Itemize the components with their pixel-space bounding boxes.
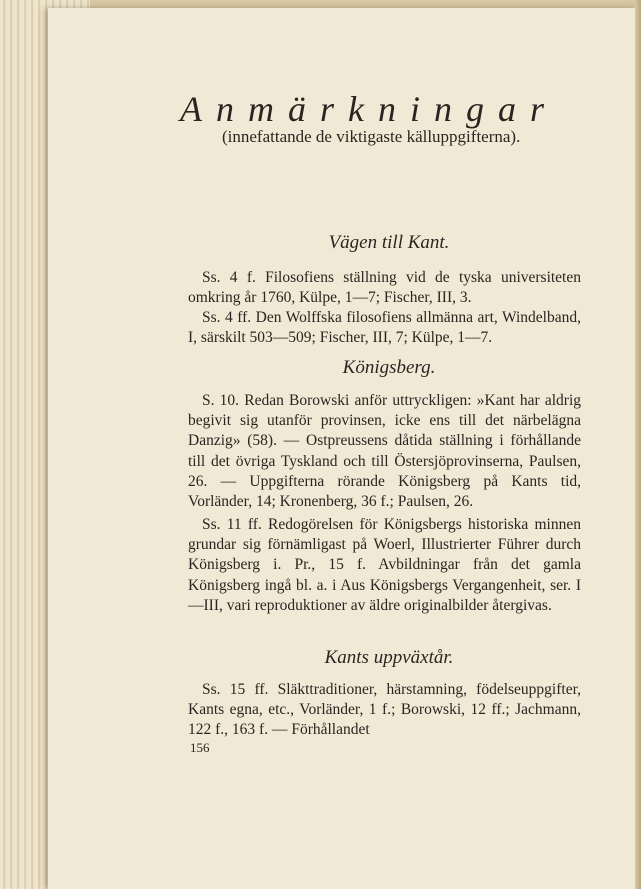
paragraph: Ss. 11 ff. Redogörelsen för Königsbergs historiska minnen grundar sig förnämligast på Woerl, Illustrierter Führer durch Königsberg i. Pr., 15 f. Avbildningar från det gamla Königsberg ingå bl. a. i Aus Königsbergs Vergangenheit, ser. I—III, vari reproduktioner av äldre originalbilder återgivas. bbox=[188, 516, 581, 614]
chapter-heading: Anmärkningar bbox=[180, 89, 558, 129]
paragraph: Ss. 4 ff. Den Wolffska filosofiens allmänna art, Windelband, I, särskilt 503—509; Fischer, III, 7; Külpe, 1—7. bbox=[188, 309, 581, 347]
page-number: 156 bbox=[190, 740, 210, 755]
paragraph: Ss. 4 f. Filosofiens ställning vid de tyska universiteten omkring år 1760, Külpe, 1—7; Fischer, III, 3. bbox=[188, 269, 581, 307]
section-title-konigsberg: Königsberg. bbox=[342, 357, 436, 378]
right-page-edge bbox=[635, 0, 641, 889]
section-title-uppvaxtar: Kants uppväxtår. bbox=[324, 647, 454, 668]
chapter-subheading: (innefattande de viktigaste källuppgifterna). bbox=[222, 127, 521, 146]
section-title-vagen: Vägen till Kant. bbox=[328, 232, 450, 253]
paragraph: Ss. 15 ff. Släkttraditioner, härstamning, födelseuppgifter, Kants egna, etc., Vorländer, 1 f.; Borowski, 12 ff.; Jachmann, 122 f., 163 f. — Förhållandet bbox=[188, 681, 581, 739]
paragraph: S. 10. Redan Borowski anför uttryckligen: »Kant har aldrig begivit sig utanför provinsen, icke ens till det närbelägna Danzig» (58). — Ostpreussens dåtida ställning i förhållande till det övriga Tyskland och till Östersjöprovinserna, Paulsen, 26. — Uppgifterna rörande Königsberg på Kants tid, Vorländer, 14; Kronenberg, 36 f.; Paulsen, 26. bbox=[188, 392, 581, 511]
